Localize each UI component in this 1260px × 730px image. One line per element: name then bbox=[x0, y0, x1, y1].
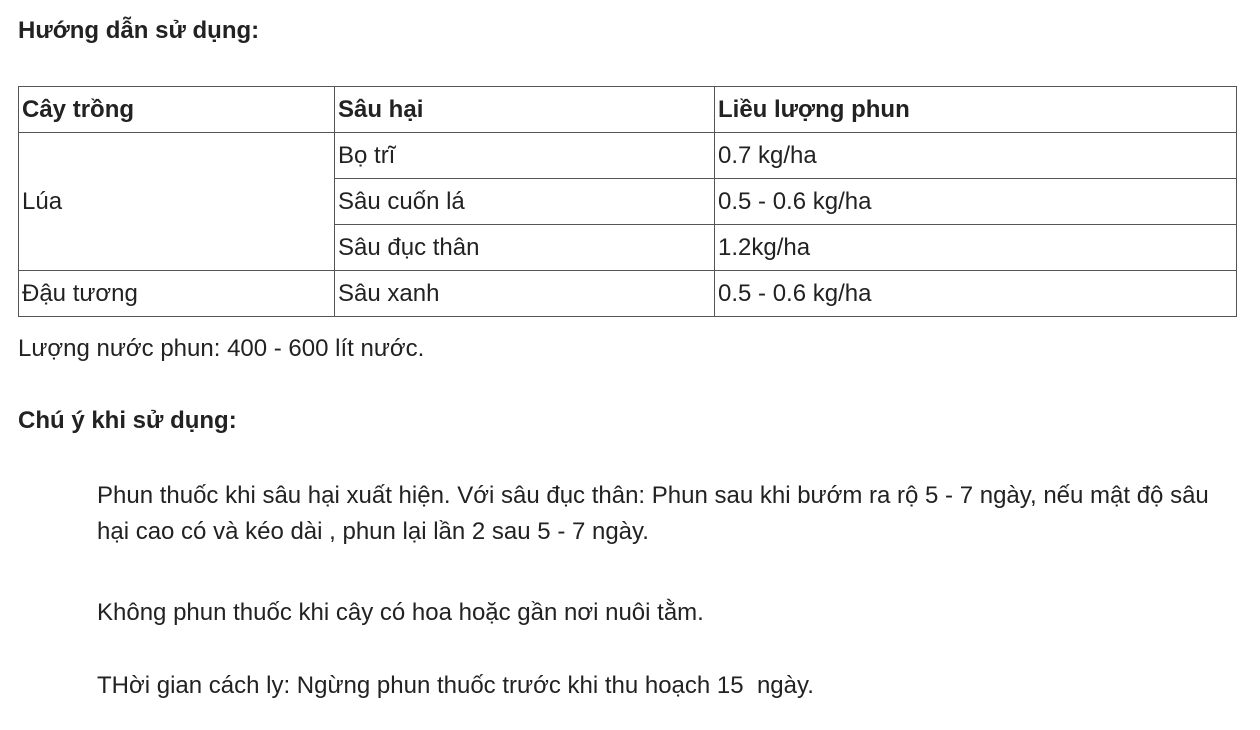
dose-cell: 0.5 - 0.6 kg/ha bbox=[715, 271, 1237, 317]
dose-cell: 0.5 - 0.6 kg/ha bbox=[715, 179, 1237, 225]
header-crop: Cây trồng bbox=[19, 87, 335, 133]
table-header-row bbox=[19, 87, 1237, 133]
pest-cell: Sâu cuốn lá bbox=[335, 179, 715, 225]
caution-paragraph: Không phun thuốc khi cây có hoa hoặc gần nơi nuôi tằm. bbox=[97, 599, 704, 626]
usage-heading: Hướng dẫn sử dụng: bbox=[18, 17, 260, 44]
pest-cell: Sâu xanh bbox=[335, 271, 715, 317]
table-row bbox=[19, 271, 1237, 317]
table-row bbox=[19, 133, 1237, 179]
caution-paragraph: THời gian cách ly: Ngừng phun thuốc trước khi thu hoạch 15 ngày. bbox=[97, 672, 814, 699]
pest-cell: Sâu đục thân bbox=[335, 225, 715, 271]
water-volume-note: Lượng nước phun: 400 - 600 lít nước. bbox=[18, 335, 425, 362]
header-pest: Sâu hại bbox=[335, 87, 715, 133]
caution-heading: Chú ý khi sử dụng: bbox=[18, 407, 237, 434]
dose-cell: 1.2kg/ha bbox=[715, 225, 1237, 271]
dosage-table bbox=[18, 86, 1237, 317]
dose-cell: 0.7 kg/ha bbox=[715, 133, 1237, 179]
caution-paragraph: Phun thuốc khi sâu hại xuất hiện. Với sâu đục thân: Phun sau khi bướm ra rộ 5 - 7 ngày, nếu mật độ sâu hại cao có và kéo dài , phun lại lần 2 sau 5 - 7 ngày. bbox=[97, 482, 1216, 545]
pest-cell: Bọ trĩ bbox=[335, 133, 715, 179]
crop-cell: Đậu tương bbox=[19, 271, 335, 317]
crop-cell: Lúa bbox=[19, 133, 335, 271]
header-dose: Liều lượng phun bbox=[715, 87, 1237, 133]
